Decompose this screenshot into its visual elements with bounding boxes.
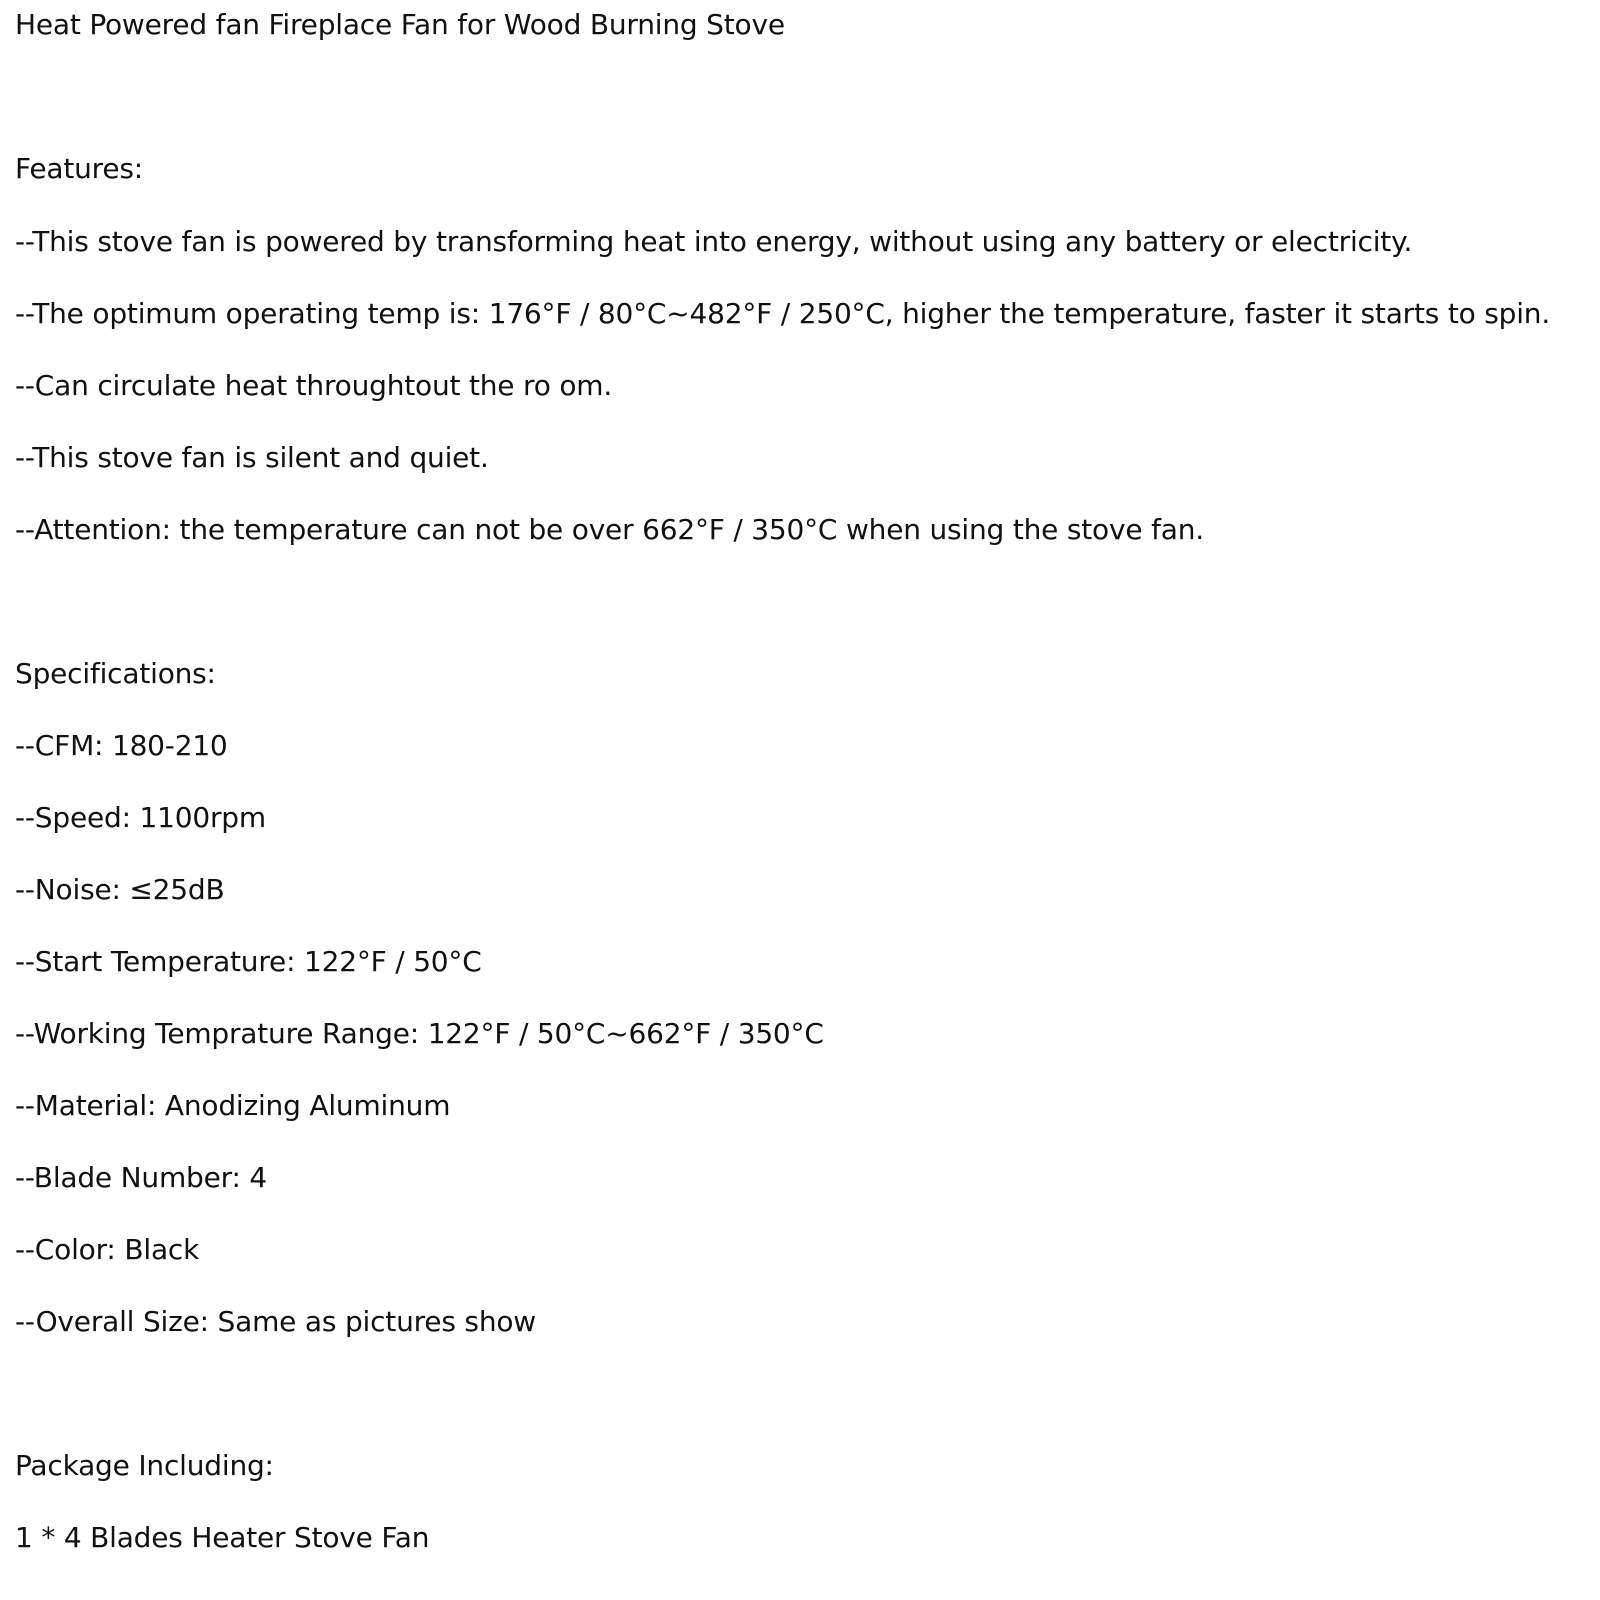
spec-item: --Working Temprature Range: 122°F / 50°C~662°F / 350°C [15,1017,824,1050]
specifications-heading: Specifications: [15,657,216,690]
feature-item: --Attention: the temperature can not be over 662°F / 350°C when using the stove fan. [15,513,1204,546]
spec-item: --Speed: 1100rpm [15,801,266,834]
features-heading: Features: [15,152,144,185]
package-item: 1 * 4 Blades Heater Stove Fan [15,1521,430,1554]
spec-item: --Overall Size: Same as pictures show [15,1305,536,1338]
package-heading: Package Including: [15,1449,274,1482]
spec-item: --Color: Black [15,1233,200,1266]
document-title: Heat Powered fan Fireplace Fan for Wood Burning Stove [15,8,785,41]
spec-item: --Noise: ≤25dB [15,873,225,906]
spec-item: --CFM: 180-210 [15,729,228,762]
spec-item: --Blade Number: 4 [15,1161,267,1194]
feature-item: --This stove fan is silent and quiet. [15,441,489,474]
feature-item: --The optimum operating temp is: 176°F / 80°C~482°F / 250°C, higher the temperature, faster it starts to spin. [15,297,1551,330]
feature-item: --This stove fan is powered by transforming heat into energy, without using any battery or electricity. [15,225,1413,258]
feature-item: --Can circulate heat throughtout the ro om. [15,369,613,402]
spec-item: --Start Temperature: 122°F / 50°C [15,945,482,978]
spec-item: --Material: Anodizing Aluminum [15,1089,451,1122]
